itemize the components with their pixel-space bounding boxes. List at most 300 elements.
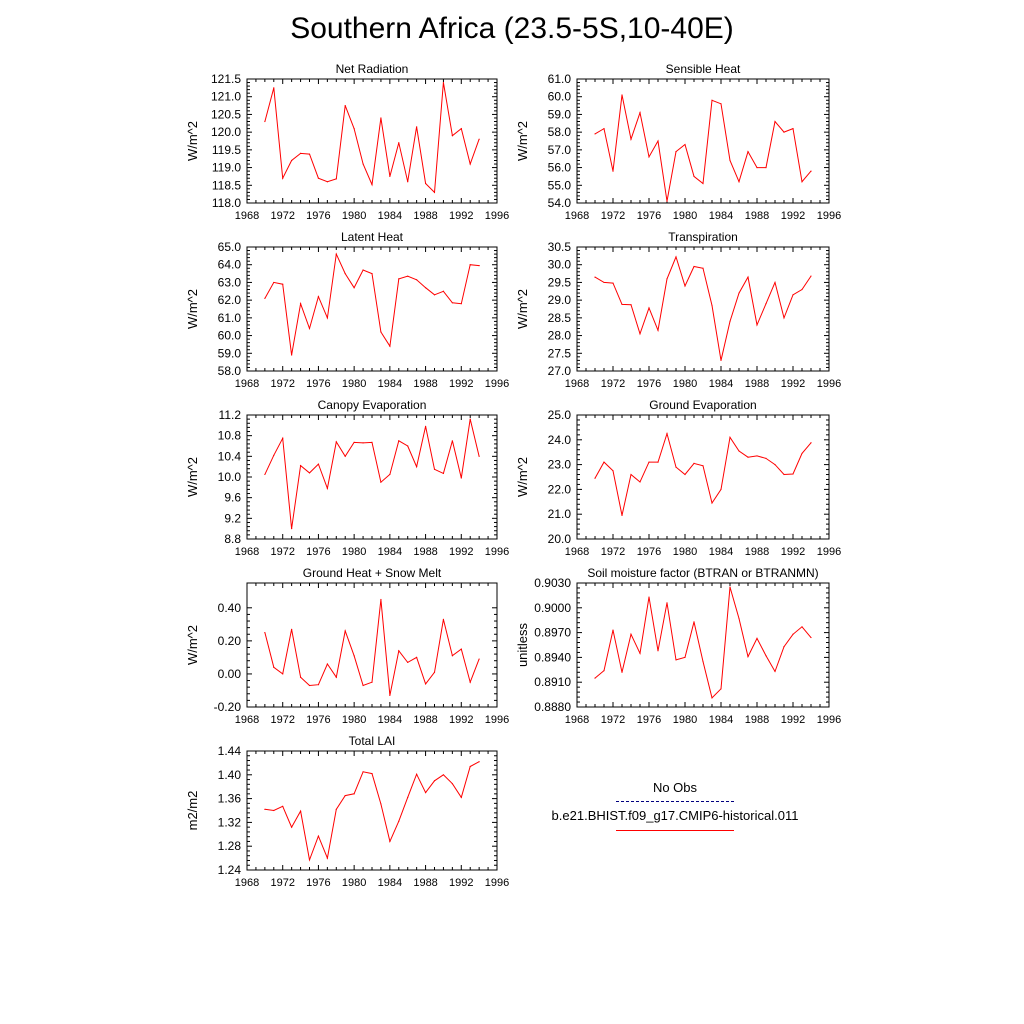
y-tick-label: 61.0 xyxy=(217,310,241,325)
x-tick-label: 1980 xyxy=(672,378,698,390)
data-point xyxy=(461,649,462,650)
y-tick-label: 58.0 xyxy=(547,125,571,140)
y-tick-label: 22.0 xyxy=(547,482,571,497)
x-tick-label: 1992 xyxy=(780,378,806,390)
y-tick-label: 25.0 xyxy=(547,408,571,422)
x-tick-label: 1968 xyxy=(234,877,260,889)
data-point xyxy=(309,328,310,329)
legend-line-model xyxy=(616,830,734,831)
x-tick-label: 1976 xyxy=(306,546,331,558)
data-point xyxy=(416,279,417,280)
data-point xyxy=(425,792,426,793)
data-point xyxy=(389,474,390,475)
x-tick-label: 1968 xyxy=(564,378,590,390)
data-point xyxy=(594,677,595,678)
y-tick-label: 1.32 xyxy=(217,815,241,830)
data-point xyxy=(612,171,613,172)
data-point xyxy=(648,156,649,157)
y-tick-label: 118.0 xyxy=(211,196,241,210)
data-point xyxy=(711,305,712,306)
data-point xyxy=(639,333,640,334)
data-point xyxy=(720,103,721,104)
data-point xyxy=(792,294,793,295)
data-point xyxy=(362,163,363,164)
y-axis-label: W/m^2 xyxy=(185,120,200,162)
panel-title: Latent Heat xyxy=(340,230,404,244)
x-tick-label: 1972 xyxy=(270,210,295,222)
y-tick-label: 29.5 xyxy=(547,275,571,290)
data-point xyxy=(684,474,685,475)
y-axis-label: W/m^2 xyxy=(515,120,530,162)
panel-2 xyxy=(185,230,509,390)
data-point xyxy=(282,673,283,674)
data-point xyxy=(398,821,399,822)
series-line-model xyxy=(265,419,479,529)
data-point xyxy=(443,82,444,83)
data-point xyxy=(371,184,372,185)
data-point xyxy=(479,139,480,140)
y-tick-label: 120.0 xyxy=(210,125,241,140)
data-point xyxy=(371,273,372,274)
data-point xyxy=(756,324,757,325)
x-tick-label: 1976 xyxy=(306,714,331,726)
x-tick-label: 1996 xyxy=(816,546,842,558)
y-tick-label: 30.0 xyxy=(547,257,571,272)
y-tick-label: 0.40 xyxy=(217,600,241,615)
y-tick-label: 21.0 xyxy=(547,507,571,522)
y-tick-label: 64.0 xyxy=(217,257,241,272)
data-point xyxy=(783,317,784,318)
x-tick-label: 1992 xyxy=(449,378,474,390)
x-tick-label: 1996 xyxy=(816,714,842,726)
data-point xyxy=(362,269,363,270)
x-tick-label: 1988 xyxy=(413,546,438,558)
y-tick-label: 63.0 xyxy=(217,275,241,290)
data-point xyxy=(729,437,730,438)
x-tick-label: 1972 xyxy=(270,714,295,726)
panel-7 xyxy=(515,566,841,726)
data-point xyxy=(425,683,426,684)
x-tick-label: 1980 xyxy=(341,546,367,558)
data-point xyxy=(756,638,757,639)
data-point xyxy=(452,302,453,303)
data-point xyxy=(461,477,462,478)
x-tick-label: 1980 xyxy=(341,714,367,726)
data-point xyxy=(327,488,328,489)
data-point xyxy=(639,481,640,482)
data-point xyxy=(810,171,811,172)
data-point xyxy=(434,294,435,295)
x-tick-label: 1996 xyxy=(484,546,510,558)
data-point xyxy=(648,462,649,463)
y-tick-label: 9.2 xyxy=(224,511,241,526)
plot-frame xyxy=(577,583,829,707)
legend-line-obs xyxy=(616,801,734,802)
data-point xyxy=(470,766,471,767)
data-point xyxy=(345,105,346,106)
y-tick-label: 11.2 xyxy=(218,408,241,422)
data-point xyxy=(443,619,444,620)
data-point xyxy=(354,793,355,794)
data-point xyxy=(452,135,453,136)
data-point xyxy=(738,181,739,182)
data-point xyxy=(452,655,453,656)
data-point xyxy=(792,473,793,474)
y-tick-label: 62.0 xyxy=(217,293,241,308)
data-point xyxy=(407,797,408,798)
y-tick-label: 28.0 xyxy=(547,328,571,343)
data-point xyxy=(273,667,274,668)
data-point xyxy=(657,140,658,141)
y-tick-label: 60.0 xyxy=(217,328,241,343)
data-point xyxy=(354,287,355,288)
x-tick-label: 1976 xyxy=(306,877,331,889)
panel-4 xyxy=(185,398,509,558)
y-tick-label: 0.8910 xyxy=(534,675,571,690)
data-point xyxy=(264,121,265,122)
data-point xyxy=(354,442,355,443)
data-point xyxy=(639,112,640,113)
x-tick-label: 1988 xyxy=(413,378,438,390)
data-point xyxy=(603,282,604,283)
data-point xyxy=(371,442,372,443)
data-point xyxy=(470,682,471,683)
data-point xyxy=(354,128,355,129)
data-point xyxy=(470,163,471,164)
data-point xyxy=(362,685,363,686)
y-tick-label: 0.00 xyxy=(217,666,241,681)
data-point xyxy=(801,626,802,627)
y-tick-label: 56.0 xyxy=(547,160,571,175)
data-point xyxy=(407,276,408,277)
data-point xyxy=(747,656,748,657)
x-tick-label: 1992 xyxy=(780,546,806,558)
x-tick-label: 1972 xyxy=(270,877,295,889)
data-point xyxy=(389,346,390,347)
x-tick-label: 1980 xyxy=(341,378,367,390)
data-point xyxy=(801,453,802,454)
data-point xyxy=(273,282,274,283)
x-tick-label: 1992 xyxy=(449,714,474,726)
data-point xyxy=(300,810,301,811)
data-point xyxy=(630,634,631,635)
data-point xyxy=(594,277,595,278)
x-tick-label: 1984 xyxy=(377,546,403,558)
data-point xyxy=(774,282,775,283)
y-tick-label: 30.5 xyxy=(547,240,571,254)
series-line-model xyxy=(265,83,479,193)
data-point xyxy=(747,277,748,278)
x-tick-label: 1988 xyxy=(744,714,770,726)
x-tick-label: 1984 xyxy=(377,378,403,390)
x-tick-label: 1988 xyxy=(413,877,438,889)
y-axis-label: unitless xyxy=(515,622,530,668)
x-tick-label: 1976 xyxy=(636,714,662,726)
y-tick-label: 54.0 xyxy=(547,196,571,210)
y-tick-label: 65.0 xyxy=(217,240,241,254)
y-tick-label: 59.0 xyxy=(547,107,571,122)
data-point xyxy=(693,463,694,464)
plot-frame xyxy=(247,415,497,539)
x-tick-label: 1976 xyxy=(306,210,331,222)
data-point xyxy=(648,596,649,597)
data-point xyxy=(684,144,685,145)
data-point xyxy=(282,178,283,179)
y-tick-label: 0.9000 xyxy=(534,600,571,615)
x-tick-label: 1988 xyxy=(744,210,770,222)
data-point xyxy=(291,827,292,828)
y-tick-label: 55.0 xyxy=(547,178,571,193)
x-tick-label: 1980 xyxy=(672,210,698,222)
data-point xyxy=(630,304,631,305)
data-point xyxy=(309,154,310,155)
data-point xyxy=(612,630,613,631)
data-point xyxy=(327,663,328,664)
data-point xyxy=(470,264,471,265)
data-point xyxy=(702,183,703,184)
data-point xyxy=(291,354,292,355)
y-tick-label: 0.8880 xyxy=(534,700,571,714)
data-point xyxy=(264,298,265,299)
data-point xyxy=(452,440,453,441)
y-tick-label: 119.5 xyxy=(211,142,241,157)
y-tick-label: 27.5 xyxy=(547,346,571,361)
x-tick-label: 1972 xyxy=(600,210,626,222)
data-point xyxy=(461,797,462,798)
data-point xyxy=(711,100,712,101)
x-tick-label: 1972 xyxy=(270,378,295,390)
data-point xyxy=(810,637,811,638)
y-axis-label: W/m^2 xyxy=(185,288,200,330)
data-point xyxy=(380,117,381,118)
data-point xyxy=(756,167,757,168)
y-tick-label: 1.40 xyxy=(217,767,241,782)
data-point xyxy=(594,478,595,479)
data-point xyxy=(774,671,775,672)
data-point xyxy=(398,650,399,651)
x-tick-label: 1996 xyxy=(484,378,510,390)
panel-6 xyxy=(185,566,509,726)
x-tick-label: 1988 xyxy=(413,714,438,726)
legend-label-obs: No Obs xyxy=(652,780,698,795)
data-point xyxy=(380,482,381,483)
y-tick-label: 60.0 xyxy=(547,89,571,104)
data-point xyxy=(345,456,346,457)
panel-5 xyxy=(515,398,841,558)
data-point xyxy=(621,94,622,95)
data-point xyxy=(603,128,604,129)
data-point xyxy=(345,795,346,796)
data-point xyxy=(657,462,658,463)
x-tick-label: 1980 xyxy=(341,877,367,889)
data-point xyxy=(389,695,390,696)
y-tick-label: 57.0 xyxy=(547,142,571,157)
data-point xyxy=(684,285,685,286)
x-tick-label: 1972 xyxy=(600,714,626,726)
y-tick-label: 1.28 xyxy=(217,839,241,854)
data-point xyxy=(398,278,399,279)
data-point xyxy=(327,317,328,318)
x-tick-label: 1968 xyxy=(564,714,590,726)
data-point xyxy=(264,474,265,475)
y-tick-label: 9.6 xyxy=(224,490,241,505)
data-point xyxy=(336,253,337,254)
data-point xyxy=(783,132,784,133)
data-point xyxy=(639,653,640,654)
y-tick-label: 59.0 xyxy=(217,346,241,361)
data-point xyxy=(371,773,372,774)
y-tick-label: 1.36 xyxy=(217,791,241,806)
data-point xyxy=(702,465,703,466)
panel-title: Transpiration xyxy=(668,230,738,244)
figure-title: Southern Africa (23.5-5S,10-40E) xyxy=(290,12,734,45)
data-point xyxy=(416,126,417,127)
data-point xyxy=(345,273,346,274)
y-tick-label: 61.0 xyxy=(547,72,571,86)
data-point xyxy=(434,672,435,673)
x-tick-label: 1992 xyxy=(780,210,806,222)
data-point xyxy=(443,774,444,775)
data-point xyxy=(774,464,775,465)
data-point xyxy=(657,330,658,331)
y-tick-label: 0.20 xyxy=(217,633,241,648)
data-point xyxy=(398,142,399,143)
data-point xyxy=(684,657,685,658)
y-tick-label: 24.0 xyxy=(547,432,571,447)
data-point xyxy=(416,774,417,775)
data-point xyxy=(300,303,301,304)
y-tick-label: 27.0 xyxy=(547,364,571,378)
data-point xyxy=(738,450,739,451)
data-point xyxy=(783,646,784,647)
data-point xyxy=(389,841,390,842)
x-tick-label: 1972 xyxy=(600,378,626,390)
x-tick-label: 1988 xyxy=(744,546,770,558)
plot-frame xyxy=(577,247,829,371)
y-tick-label: 58.0 xyxy=(217,364,241,378)
y-tick-label: 0.8970 xyxy=(534,625,571,640)
data-point xyxy=(425,183,426,184)
data-point xyxy=(702,268,703,269)
y-axis-label: W/m^2 xyxy=(185,456,200,498)
series-line-model xyxy=(265,600,479,696)
panel-title: Soil moisture factor (BTRAN or BTRANMN) xyxy=(587,566,819,580)
panel-title: Ground Heat + Snow Melt xyxy=(302,566,442,580)
data-point xyxy=(693,176,694,177)
y-tick-label: 10.8 xyxy=(217,428,241,443)
data-point xyxy=(318,835,319,836)
data-point xyxy=(479,456,480,457)
x-tick-label: 1984 xyxy=(708,210,734,222)
data-point xyxy=(452,783,453,784)
x-tick-label: 1968 xyxy=(234,210,260,222)
panel-title: Ground Evaporation xyxy=(649,398,757,412)
x-tick-label: 1996 xyxy=(484,877,510,889)
data-point xyxy=(273,810,274,811)
data-point xyxy=(282,438,283,439)
y-tick-label: 20.0 xyxy=(547,532,571,546)
x-tick-label: 1980 xyxy=(672,546,698,558)
x-tick-label: 1984 xyxy=(377,714,403,726)
data-point xyxy=(630,139,631,140)
data-point xyxy=(309,472,310,473)
y-tick-label: 29.0 xyxy=(547,293,571,308)
data-point xyxy=(461,303,462,304)
x-tick-label: 1996 xyxy=(816,378,842,390)
data-point xyxy=(612,470,613,471)
data-point xyxy=(300,465,301,466)
plot-frame xyxy=(577,79,829,203)
y-tick-label: -0.20 xyxy=(213,700,241,714)
y-axis-label: W/m^2 xyxy=(185,624,200,666)
data-point xyxy=(729,587,730,588)
x-tick-label: 1968 xyxy=(234,546,260,558)
x-tick-label: 1984 xyxy=(708,714,734,726)
data-point xyxy=(425,426,426,427)
data-point xyxy=(720,360,721,361)
data-point xyxy=(273,87,274,88)
y-tick-label: 0.9030 xyxy=(534,576,571,590)
data-point xyxy=(434,469,435,470)
data-point xyxy=(300,677,301,678)
data-point xyxy=(291,629,292,630)
data-point xyxy=(264,632,265,633)
data-point xyxy=(371,682,372,683)
x-tick-label: 1996 xyxy=(484,714,510,726)
data-point xyxy=(300,153,301,154)
data-point xyxy=(336,178,337,179)
y-tick-label: 28.5 xyxy=(547,310,571,325)
data-point xyxy=(398,440,399,441)
data-point xyxy=(309,685,310,686)
data-point xyxy=(309,859,310,860)
data-point xyxy=(362,771,363,772)
y-tick-label: 121.5 xyxy=(210,72,241,86)
y-tick-label: 1.44 xyxy=(217,744,241,758)
data-point xyxy=(345,630,346,631)
data-point xyxy=(479,658,480,659)
plot-frame xyxy=(247,583,497,707)
y-tick-label: 1.24 xyxy=(217,863,241,877)
series-line-model xyxy=(265,254,479,355)
y-tick-label: 0.8940 xyxy=(534,650,571,665)
x-tick-label: 1992 xyxy=(449,546,474,558)
data-point xyxy=(756,455,757,456)
data-point xyxy=(621,304,622,305)
data-point xyxy=(729,321,730,322)
x-tick-label: 1976 xyxy=(636,210,662,222)
panel-8 xyxy=(185,734,509,889)
plot-frame xyxy=(577,415,829,539)
y-axis-label: W/m^2 xyxy=(515,456,530,498)
data-point xyxy=(327,181,328,182)
data-point xyxy=(407,445,408,446)
data-point xyxy=(693,266,694,267)
data-point xyxy=(434,192,435,193)
y-tick-label: 10.4 xyxy=(217,449,241,464)
x-tick-label: 1980 xyxy=(672,714,698,726)
data-point xyxy=(282,284,283,285)
data-point xyxy=(389,176,390,177)
data-point xyxy=(657,650,658,651)
x-tick-label: 1992 xyxy=(780,714,806,726)
data-point xyxy=(336,677,337,678)
x-tick-label: 1988 xyxy=(413,210,438,222)
panel-3 xyxy=(515,230,841,390)
x-tick-label: 1968 xyxy=(564,546,590,558)
data-point xyxy=(666,278,667,279)
y-axis-label: m2/m2 xyxy=(185,790,200,831)
